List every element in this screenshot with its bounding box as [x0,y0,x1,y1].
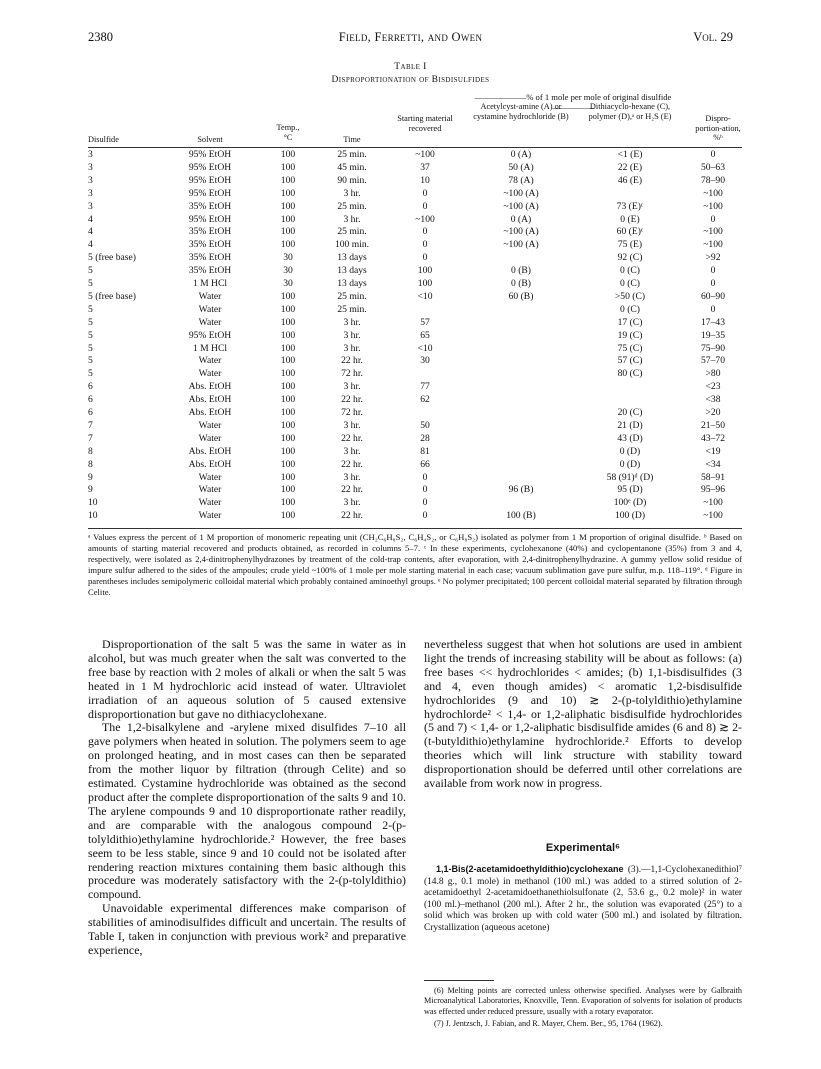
table-cell: 25 min. [337,226,367,238]
table-cell: 0 (D) [619,445,641,457]
table-cell: 3 hr. [343,316,361,328]
table-cell: 72 hr. [341,368,363,380]
table-cell: 0 [422,252,428,264]
experimental-text: (3).—1,1-Cyclohexanedithiol⁷ (14.8 g., 0.1 mole) in methanol (100 ml.) was added to a stirred solution of 2-acetamidoethyl 2-acetamidoethanethiolsulfonate (2, 53.6 g., 0.2 mole)² in water (100 ml.)–methanol (200 ml.). After 2 hr., the solution was evaporated (25°) to a solid which was broken up with cold water (500 ml.) and isolated by filtration. Crystallization (aqueous acetone) [424,865,742,933]
table-cell: 100 [280,445,296,457]
references [424,986,742,1031]
table-cell: 22 (E) [617,161,643,173]
table-cell: 21 (D) [617,419,643,431]
table-cell: 100 [280,161,296,173]
table-cell: 35% EtOH [188,239,232,251]
table-cell: 0 [422,497,428,509]
data-table [88,92,742,532]
table-cell: ~100 [415,213,435,225]
table-cell: 30 [420,355,430,367]
table-cell: 5 [88,303,93,315]
table-cell: ~100 [703,187,723,199]
table-cell: 96 (B) [508,484,534,496]
table-cell: 62 [420,394,430,406]
column-header: Time [343,135,361,144]
table-cell: 25 min. [337,303,367,315]
table-cell: <34 [705,458,721,470]
table-cell: 7 [88,432,93,444]
table-cell: 0 [710,213,716,225]
table-row [88,420,742,432]
table-cell: ~100 (A) [503,187,539,199]
table-cell: 0 (D) [619,458,641,470]
table-cell: >50 (C) [614,290,646,302]
table-cell: <38 [705,394,721,406]
table-row [88,239,742,251]
table-cell: 58 (91)ᵈ (D) [606,471,654,483]
table-cell: 3 hr. [343,381,361,393]
table-cell: 0 (C) [620,303,640,315]
table-cell: 25 min. [337,149,367,160]
table-cell: 0 [422,239,428,251]
table-cell: 22 hr. [341,484,363,496]
table-cell: 8 [88,458,93,470]
table-cell: 100 [280,510,296,522]
table-cell: 0 [710,278,716,289]
table-cell: 4 [88,213,93,225]
table-cell: 100 [280,368,296,380]
table-row [88,510,742,522]
table-cell: 5 [88,329,93,341]
table-cell: 3 [88,161,93,173]
table-row [88,188,742,200]
table-cell: 60–90 [701,290,725,302]
table-cell: ~100 (A) [503,226,539,238]
column-header: Starting material recovered [397,114,453,133]
table-cell: >20 [705,407,721,418]
table-cell: 35% EtOH [188,252,232,264]
footnote-divider [424,980,494,981]
table-cell: 100 (D) [614,510,646,522]
table-cell: 100 [280,239,296,251]
table-cell: 6 [88,394,93,406]
table-cell: 3 hr. [343,342,361,354]
table-cell: 13 days [337,265,367,277]
table-cell: 19–35 [701,329,725,341]
table-row [88,355,742,367]
table-cell: 3 hr. [343,419,361,431]
table-cell: 4 [88,239,93,251]
table-cell: 3 hr. [343,445,361,457]
table-cell: 5 (free base) [88,252,136,264]
table-cell: 90 min. [337,174,367,186]
table-cell: 75 (C) [617,342,643,354]
column-header: Temp., °C [276,123,300,142]
table-span-header: ——————% of 1 mole per mole of original disulfide————— [474,92,672,112]
table-cell: 35% EtOH [188,200,232,212]
table-cell: 3 [88,149,93,160]
table-cell: Abs. EtOH [188,445,232,457]
table-cell: 100 [280,381,296,393]
table-cell: 80 (C) [617,368,643,380]
table-cell: 100 min. [334,239,370,251]
table-cell: 95% EtOH [188,187,232,199]
table-cell: ~100 [703,510,723,522]
table-cell: Abs. EtOH [188,407,232,418]
table-cell: 17 (C) [617,316,643,328]
table-cell: 58–91 [701,471,725,483]
table-cell: 95 (D) [617,484,643,496]
table-row [88,446,742,458]
table-cell: 57–70 [701,355,725,367]
table-cell: Water [198,290,222,302]
table-cell: 0 (A) [510,149,532,160]
table-cell: Water [198,355,222,367]
compound-name: 1,1-Bis(2-acetamidoethyldithio)cyclohexane [436,864,624,874]
table-cell: 100 [280,419,296,431]
table-row [88,149,742,161]
table-row [88,162,742,174]
table-cell: 50 (A) [508,161,534,173]
table-cell: 6 [88,407,93,418]
table-cell: <23 [705,381,721,393]
experimental-paragraph [424,864,742,935]
table-cell: 95% EtOH [188,149,232,160]
column-header: Acetylcyst-amine (A) or cystamine hydrochloride (B) [473,102,569,121]
table-cell: 0 [422,226,428,238]
table-cell: 3 hr. [343,471,361,483]
table-cell: Abs. EtOH [188,394,232,406]
table-cell: <1 (E) [617,149,643,160]
table-cell: 0 [422,200,428,212]
table-cell: 60 (B) [508,290,534,302]
table-cell: 75 (E) [617,239,643,251]
reference: (6) Melting points are corrected unless otherwise specified. Analyses were by Galbraith Microanalytical Laboratories, Knoxville, Tenn. Evaporation of solvents for isolation of products was effected under reduced pressure, usually with a rotary evaporator. [424,986,742,1016]
column-header: Solvent [197,135,223,144]
table-row [88,317,742,329]
paragraph: nevertheless suggest that when hot solutions are used in ambient light the trends of increasing stability will be about as follows: (a) free bases << hydrochlorides < amides; (b) 1,1-bisdisulfides (3 and 4, even though amides) < aromatic 1,2-bisdisulfide hydrochlorides (9 and 10) ≳ 2-(p-tolyldithio)ethylamine hydrochlorde² < 1,4- or 1,2-aliphatic bisdisulfide hydrochlorides (5 and 7) < 1,4- or 1,2-aliphatic bisdisulfide amides (6 and 8) ≳ 2-(t-butyldithio)ethylamine hydrochloride.² Efforts to develop theories which will link structure with stability toward disproportionation should be deferred until other correlations are available from work now in progress. [424,637,742,791]
table-cell: 7 [88,419,93,431]
table-cell: 100 [280,290,296,302]
table-row [88,394,742,406]
table-cell: 78 (A) [508,174,534,186]
table-cell: 22 hr. [341,394,363,406]
reference: (7) J. Jentzsch, J. Fabian, and R. Mayer, Chem. Ber., 95, 1764 (1962). [434,1018,663,1028]
table-cell: 0 [422,471,428,483]
table-cell: 100 [280,303,296,315]
table-row [88,304,742,316]
table-row [88,343,742,355]
table-cell: 45 min. [337,161,367,173]
table-cell: 95% EtOH [188,213,232,225]
table-title: Disproportionation of Bisdisulfides [331,75,490,85]
table-cell: <10 [417,342,433,354]
table-cell: 22 hr. [341,510,363,522]
table-cell: ~100 [703,239,723,251]
table-cell: 73 (E)ᶜ [616,200,644,212]
table-cell: 21–50 [701,419,725,431]
table-cell: 100 [280,149,296,160]
table-cell: 65 [420,329,430,341]
paragraph: Unavoidable experimental differences make comparison of stabilities of aminodisulfides difficult and uncertain. The results of Table I, taken in conjunction with previous work² and preparative experience, [88,901,406,957]
table-row [88,381,742,393]
paragraph: The 1,2-bisalkylene and -arylene mixed disulfides 7–10 all gave polymers when heated in solution. The polymers seem to age on prolonged heating, and in most cases can then be separated from the mother liquor by filtration (through Celite) and so estimated. Cystamine hydrochloride was obtained as the second product after the complete disproportionation of the salts 9 and 10. The arylene compounds 9 and 10 disproportionate rather readily, and are comparable with the analogous compound 2-(p-tolyldithio)ethylamine hydrochloride.² However, the free bases seem to be less stable, since 9 and 10 could not be isolated after rendering reaction mixtures containing them basic although this procedure was moderately satisfactory with the 2-(p-tolyldithio) compound. [88,720,406,902]
table-cell: Water [198,432,222,444]
table-cell: 100 [280,407,296,418]
table-cell: 100 [280,200,296,212]
table-cell: 0 [422,484,428,496]
column-header: Disulfide [88,135,119,144]
table-cell: 30 [283,265,293,277]
table-cell: 3 [88,200,93,212]
table-cell: 10 [88,497,98,509]
table-cell: 0 [710,265,716,277]
table-cell: 3 [88,187,93,199]
table-cell: 0 (C) [620,265,640,277]
right-column [424,638,742,791]
table-cell: 95–96 [701,484,725,496]
table-cell: 22 hr. [341,355,363,367]
table-cell: 100 [280,471,296,483]
table-cell: 57 [420,316,430,328]
table-cell: 17–43 [701,316,725,328]
table-cell: 9 [88,484,93,496]
table-cell: Water [198,303,222,315]
table-cell: 5 [88,355,93,367]
table-cell: 100 [280,329,296,341]
table-rule [88,528,742,529]
table-row [88,201,742,213]
table-cell: 77 [420,381,430,393]
table-row [88,226,742,238]
table-cell: 57 (C) [617,355,643,367]
table-cell: 100 [280,342,296,354]
table-row [88,497,742,509]
table-cell: 10 [420,174,430,186]
table-cell: 3 hr. [343,497,361,509]
table-cell: 13 days [337,278,367,289]
table-cell: 66 [420,458,430,470]
table-cell: 5 (free base) [88,290,136,302]
table-row [88,433,742,445]
table-cell: 100 [280,316,296,328]
table-cell: 20 (C) [617,407,643,418]
table-cell: 4 [88,226,93,238]
table-cell: 100ᵉ (D) [613,497,647,509]
table-row [88,175,742,187]
table-cell: 5 [88,342,93,354]
table-cell: 22 hr. [341,458,363,470]
table-cell: Abs. EtOH [188,381,232,393]
table-cell: <10 [417,290,433,302]
paragraph: Disproportionation of the salt 5 was the same in water as in alcohol, but was much greater when the salt was converted to the free base by reaction with 2 moles of alkali or when the salt 5 was heated in 1 M hydrochloric acid instead of water. Ultraviolet irradiation of an aqueous solution of 5 caused extensive disproportionation but gave no dithiacyclohexane. [88,637,406,721]
table-cell: 22 hr. [341,432,363,444]
table-cell: 72 hr. [341,407,363,418]
table-cell: 0 [710,149,716,160]
column-header: Dispro-portion-ation, %ᵇ [695,114,741,142]
table-cell: Water [198,471,222,483]
table-cell: 0 (C) [620,278,640,289]
experimental-heading: Experimental⁶ [545,842,621,854]
table-cell: 100 (B) [506,510,536,522]
table-cell: 0 (B) [511,265,531,277]
table-cell: ~100 (A) [503,239,539,251]
running-header-authors: Field, Ferretti, and Owen [338,30,483,44]
table-cell: ~100 [703,200,723,212]
table-cell: 100 [280,497,296,509]
table-row [88,291,742,303]
table-cell: >80 [705,368,721,380]
table-cell: Water [198,419,222,431]
table-cell: Water [198,497,222,509]
table-row [88,368,742,380]
table-row [88,214,742,226]
table-cell: 75–90 [701,342,725,354]
table-cell: Abs. EtOH [188,458,232,470]
table-cell: Water [198,368,222,380]
table-cell: 25 min. [337,200,367,212]
table-cell: 100 [417,278,433,289]
table-cell: 100 [417,265,433,277]
table-cell: 3 hr. [343,187,361,199]
table-cell: 5 [88,316,93,328]
table-cell: 5 [88,368,93,380]
table-cell: 0 (B) [511,278,531,289]
table-cell: 100 [280,187,296,199]
table-cell: 0 [422,187,428,199]
table-cell: 3 hr. [343,329,361,341]
table-cell: 95% EtOH [188,174,232,186]
table-cell: 46 (E) [617,174,643,186]
table-row [88,278,742,290]
table-cell: 35% EtOH [188,265,232,277]
table-row [88,459,742,471]
volume-label: Vol. 29 [693,30,733,44]
table-footnotes: ᵃ Values express the percent of 1 M proportion of monomeric repeating unit (CH₂C₆H₈S₂, C₆H₄S₂, or C₆H₈S₂) isolated as polymer from 1 M proportion of original disulfide. ᵇ Based on amounts of starting material recovered and products obtained, as recorded in columns 5–7. ᶜ In these experiments, cyclohexanone (40%) and cyclopentanone (35%) from 3 and 4, respectively, were isolated as 2,4-dinitrophenylhydrazones by treatment of the cold-trap contents, after evaporation, with 2,4-dinitrophenylhydrazine. A gummy yellow solid residue of impure sulfur adhered to the sides of the ampoules; crude yield ~100% of 1 mole per mole starting material in each case; vacuum sublimation gave pure sulfur, m.p. 118–119°. ᵈ Figure in parentheses includes semipolymeric colloidal material which probably contained aminoethyl groups. ᵉ No polymer precipitated; 100 percent colloidal material separated by filtration through Celite. [88,532,742,597]
table-cell: 60 (E)ᶜ [616,226,644,238]
table-cell: 0 [710,303,716,315]
table-cell: 28 [420,432,430,444]
table-cell: ~100 (A) [503,200,539,212]
table-cell: 9 [88,471,93,483]
table-cell: 35% EtOH [188,226,232,238]
table-cell: 100 [280,213,296,225]
table-cell: ~100 [703,497,723,509]
table-cell: 43 (D) [617,432,643,444]
table-cell: 100 [280,432,296,444]
table-cell: Water [198,316,222,328]
table-cell: 6 [88,381,93,393]
table-cell: 30 [283,278,293,289]
table-cell: >92 [705,252,721,264]
table-cell: 10 [88,510,98,522]
table-cell: 92 (C) [617,252,643,264]
left-column [88,638,406,958]
table-cell: 0 [422,510,428,522]
table-cell: 95% EtOH [188,329,232,341]
table-cell: 3 [88,174,93,186]
column-header: Dithiacyclo-hexane (C), polymer (D),ᵃ or H₂S (E) [588,102,672,121]
table-cell: 3 hr. [343,213,361,225]
table-cell: 100 [280,174,296,186]
table-cell: 81 [420,445,430,457]
table-cell: <19 [705,445,721,457]
table-cell: 78–90 [701,174,725,186]
table-row [88,484,742,496]
table-cell: ~100 [415,149,435,160]
table-cell: 0 (A) [510,213,532,225]
table-cell: ~100 [703,226,723,238]
table-cell: 100 [280,355,296,367]
table-cell: 5 [88,265,93,277]
table-row [88,330,742,342]
table-rule [88,147,742,148]
table-cell: 19 (C) [617,329,643,341]
table-row [88,472,742,484]
table-cell: 30 [283,252,293,264]
table-cell: 100 [280,226,296,238]
table-cell: 0 (E) [620,213,640,225]
table-row [88,407,742,419]
table-cell: Water [198,510,222,522]
page-number: 2380 [88,30,113,44]
table-cell: 50 [420,419,430,431]
table-cell: 100 [280,484,296,496]
table-cell: 100 [280,394,296,406]
table-cell: 13 days [337,252,367,264]
table-cell: 95% EtOH [188,161,232,173]
table-cell: 1 M HCl [192,342,228,354]
table-cell: 5 [88,278,93,289]
table-cell: 1 M HCl [192,278,228,289]
table-cell: Water [198,484,222,496]
table-cell: 37 [420,161,430,173]
table-cell: 8 [88,445,93,457]
table-cell: 100 [280,458,296,470]
table-cell: 50–63 [701,161,725,173]
table-row [88,252,742,264]
table-cell: 25 min. [337,290,367,302]
table-label: Table I [394,62,427,72]
table-row [88,265,742,277]
table-cell: 43–72 [701,432,725,444]
